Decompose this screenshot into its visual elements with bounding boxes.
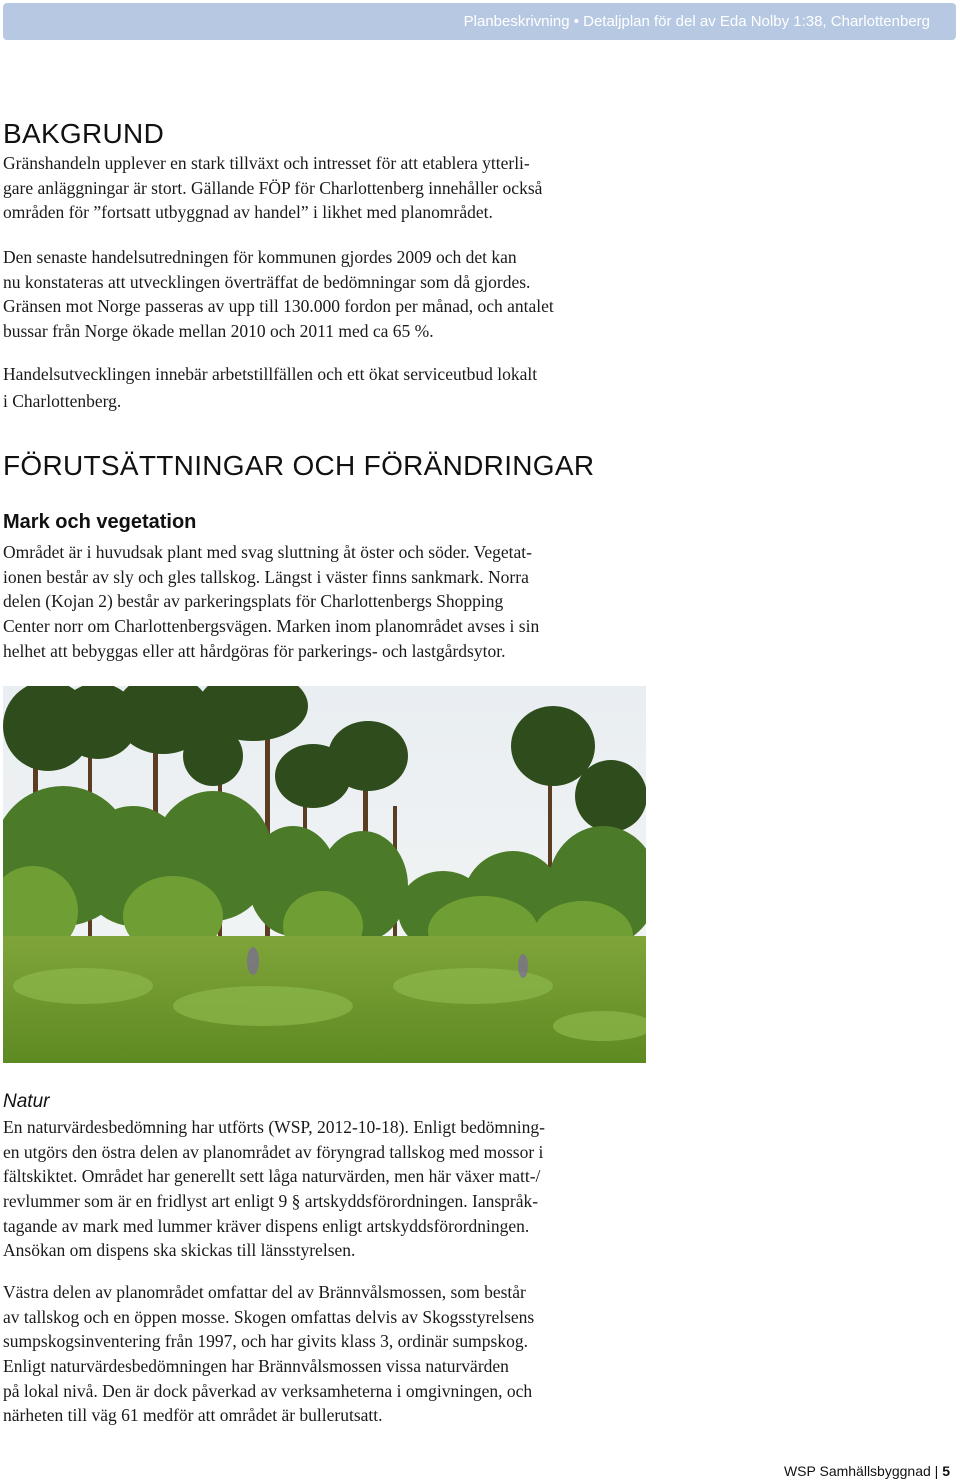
text-line: fältskiktet. Området har generellt sett låga naturvärden, men här växer matt-/ xyxy=(3,1166,541,1187)
text-line: Gränshandeln upplever en stark tillväxt och intresset för att etablera ytterli- xyxy=(3,153,530,173)
text-line: bussar från Norge ökade mellan 2010 och 2011 med ca 65 %. xyxy=(3,321,434,342)
paragraph-bakgrund-3 xyxy=(3,360,537,414)
paragraph-bakgrund-2 xyxy=(3,245,554,344)
text-line: Västra delen av planområdet omfattar del av Brännvålsmossen, som består xyxy=(3,1282,526,1302)
text-line: en utgörs den östra delen av planområdet av föryngrad tallskog med mossor i xyxy=(3,1141,544,1162)
section-heading-bakgrund: BAKGRUND xyxy=(3,118,165,149)
text-line: gare anläggningar är stort. Gällande FÖP för Charlottenberg innehåller också xyxy=(3,177,543,198)
page-header-bar xyxy=(3,3,956,40)
paragraph-mark-och-vegetation xyxy=(3,540,539,663)
text-line: områden för ”fortsatt utbyggnad av handel” i likhet med planområdet. xyxy=(3,202,493,223)
text-line: av tallskog och en öppen mosse. Skogen omfattas delvis av Skogsstyrelsens xyxy=(3,1306,535,1327)
text-line: Gränsen mot Norge passeras av upp till 130.000 fordon per månad, och antalet xyxy=(3,296,554,317)
footer-company: WSP Samhällsbyggnad xyxy=(783,1463,931,1479)
text-line: på lokal nivå. Den är dock påverkad av verksamheterna i omgivningen, och xyxy=(3,1380,533,1401)
text-line: helhet att bebyggas eller att hårdgöras för parkerings- och lastgårdsytor. xyxy=(3,640,506,661)
text-line: Handelsutvecklingen innebär arbetstillfällen och ett ökat serviceutbud lokalt xyxy=(3,364,538,384)
paragraph-bakgrund-1 xyxy=(3,151,542,225)
text-line: delen (Kojan 2) består av parkeringsplats för Charlottenbergs Shopping xyxy=(3,591,504,612)
page-footer xyxy=(784,1463,950,1479)
section-heading-forutsattningar: FÖRUTSÄTTNINGAR OCH FÖRÄNDRINGAR xyxy=(3,450,595,481)
text-line: i Charlottenberg. xyxy=(3,391,122,411)
text-line: närheten till väg 61 medför att området är bullerutsatt. xyxy=(3,1405,383,1426)
paragraph-natur-1 xyxy=(3,1115,545,1263)
subheading-mark-och-vegetation: Mark och vegetation xyxy=(3,511,197,533)
forest-photo xyxy=(3,686,646,1063)
text-line: sumpskogsinventering från 1997, och har givits klass 3, ordinär sumpskog. xyxy=(3,1331,528,1352)
text-line: Center norr om Charlottenbergsvägen. Marken inom planområdet avses i sin xyxy=(3,616,540,637)
text-line: Den senaste handelsutredningen för kommunen gjordes 2009 och det kan xyxy=(3,247,517,267)
paragraph-natur-2 xyxy=(3,1280,534,1428)
text-line: tagande av mark med lummer kräver dispens enligt artskyddsförordningen. xyxy=(3,1215,530,1236)
text-line: En naturvärdesbedömning har utförts (WSP, 2012-10-18). Enligt bedömning- xyxy=(3,1117,545,1137)
header-title: Planbeskrivning • Detaljplan för del av Eda Nolby 1:38, Charlottenberg xyxy=(463,13,930,30)
text-line: revlummer som är en fridlyst art enligt 9 § artskyddsförordningen. Ianspråk- xyxy=(3,1191,539,1212)
footer-separator: | xyxy=(930,1463,943,1479)
text-line: Ansökan om dispens ska skickas till länsstyrelsen. xyxy=(3,1240,356,1261)
text-line: Området är i huvudsak plant med svag sluttning åt öster och söder. Vegetat- xyxy=(3,542,532,562)
text-line: ionen består av sly och gles tallskog. Längst i väster finns sankmark. Norra xyxy=(3,566,529,587)
page-number: 5 xyxy=(942,1463,950,1479)
text-line: Enligt naturvärdesbedömningen har Brännvålsmossen vissa naturvärden xyxy=(3,1356,509,1377)
subheading-natur: Natur xyxy=(3,1091,50,1112)
text-line: nu konstateras att utvecklingen överträffat de bedömningar som då gjordes. xyxy=(3,271,531,292)
